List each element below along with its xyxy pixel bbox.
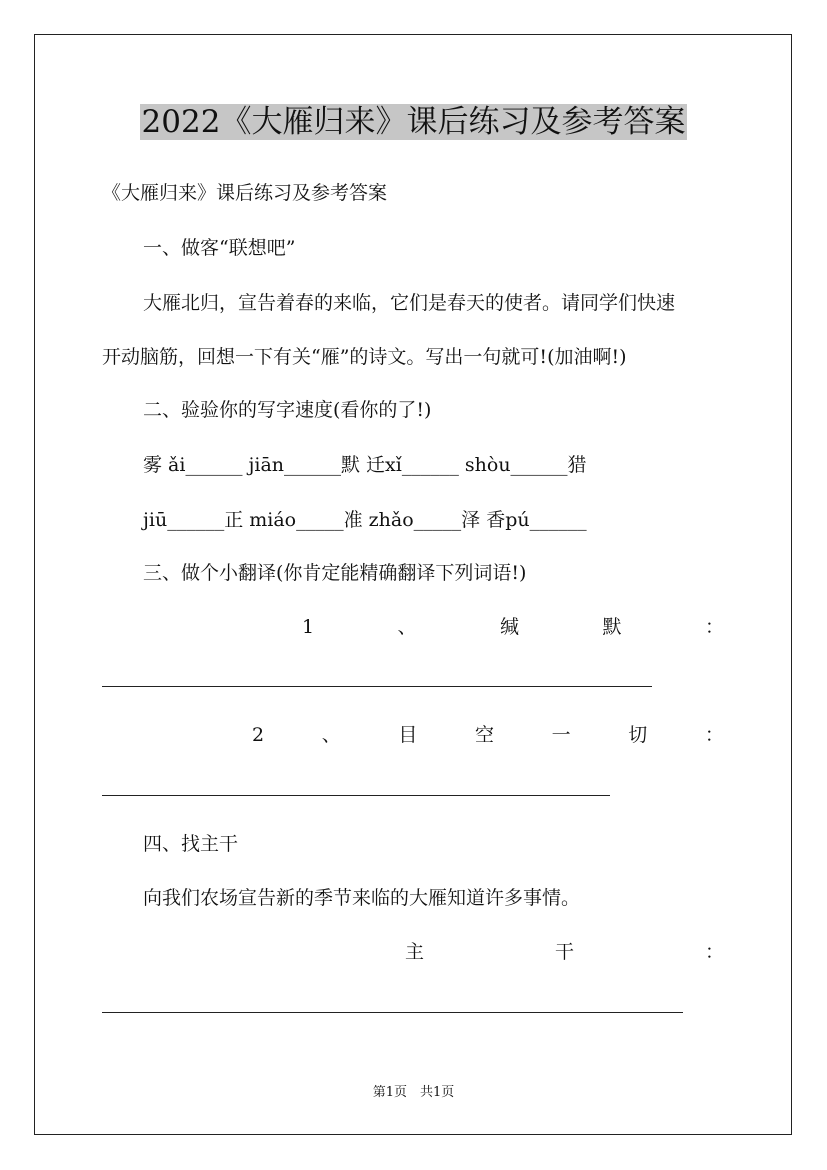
section2-pinyin-line1: 雾 ǎi______ jiān______默 迁xǐ______ shòu______猎: [143, 454, 587, 476]
item2-char2: 空: [475, 724, 495, 746]
item1-char1: 缄: [500, 616, 520, 638]
page-footer: 第1页 共1页: [372, 1085, 455, 1100]
answer-line-1: [102, 686, 652, 687]
item2-char4: 切: [628, 724, 648, 746]
answer-line-3: [102, 1012, 683, 1013]
item1-colon: ：: [704, 616, 724, 638]
document-title: 2022《大雁归来》课后练习及参考答案: [141, 104, 686, 140]
translation-item-2: [102, 722, 724, 748]
trunk-answer: [102, 939, 724, 965]
item1-number: 1: [302, 616, 315, 638]
section4-heading: 四、找主干: [143, 833, 239, 855]
section1-line2: 开动脑筋，回想一下有关“雁”的诗文。写出一句就可!(加油啊!): [102, 346, 627, 368]
section1-line1: 大雁北归，宣告着春的来临，它们是春天的使者。请同学们快速: [143, 292, 676, 314]
item2-comma: 、: [321, 724, 341, 746]
item2-char1: 目: [398, 724, 418, 746]
section1-heading: 一、做客“联想吧”: [143, 237, 296, 259]
section2-heading: 二、验验你的写字速度(看你的了!): [143, 399, 432, 421]
item2-number: 2: [252, 724, 265, 746]
translation-item-1: [102, 614, 724, 640]
answer-line-2: [102, 795, 610, 796]
trunk-char1: 主: [405, 941, 425, 963]
item2-char3: 一: [551, 724, 571, 746]
subtitle: 《大雁归来》课后练习及参考答案: [102, 182, 388, 204]
trunk-colon: ：: [704, 941, 724, 963]
section4-sentence: 向我们农场宣告新的季节来临的大雁知道许多事情。: [143, 887, 581, 909]
item2-colon: ：: [704, 724, 724, 746]
item1-comma: 、: [397, 616, 417, 638]
trunk-char2: 干: [554, 941, 574, 963]
item1-char2: 默: [602, 616, 622, 638]
section2-pinyin-line2: jiū______正 miáo_____准 zhǎo_____泽 香pú______: [143, 509, 587, 531]
section3-heading: 三、做个小翻译(你肯定能精确翻译下列词语!): [143, 562, 527, 584]
